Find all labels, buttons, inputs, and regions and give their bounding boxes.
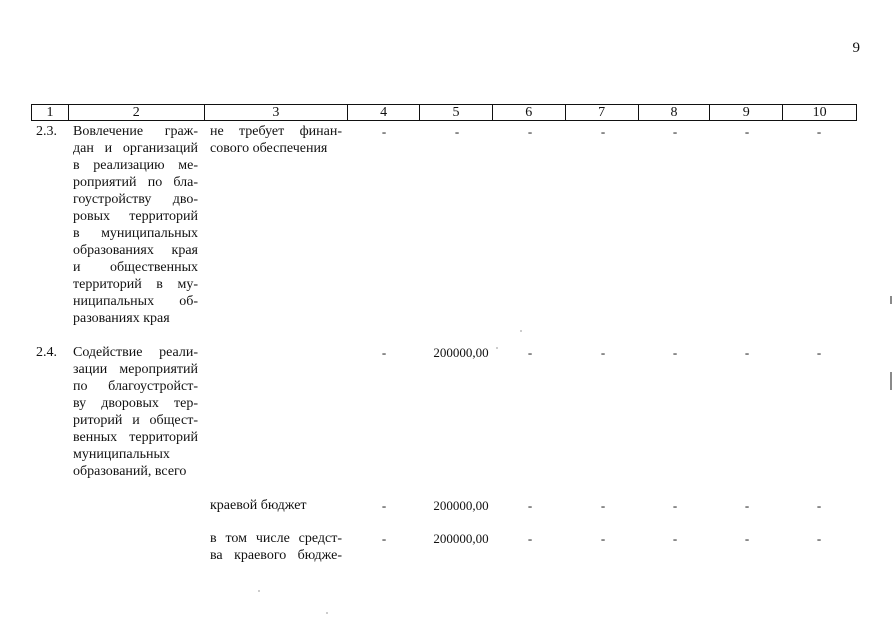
cell-col10: - [816,531,822,546]
row-name-cell [73,123,198,327]
scan-edge-mark [890,372,892,390]
cell-col6: - [527,124,533,139]
row-name-line: территорий в му- [73,277,198,292]
row-name-line: гоустройству дво- [73,192,198,207]
page-number: 9 [852,40,860,56]
row-source-line: не требует финан- [210,124,342,139]
row-name-line: роприятий по бла- [73,175,198,190]
scan-edge-mark [890,296,892,304]
row-name-line: разованиях края [73,311,170,326]
cell-col7: - [600,531,606,546]
row-name-line: риторий и общест- [73,413,198,428]
row-name-line: образований, всего [73,464,187,479]
cell-col7: - [600,498,606,513]
header-cell-2: 2 [69,105,205,120]
cell-col8: - [672,531,678,546]
cell-col8: - [672,345,678,360]
row-name-line: и общественных [73,260,198,275]
row-source-line: ва краевого бюдже- [210,548,342,563]
scan-speck [520,330,522,332]
header-cell-8: 8 [639,105,711,120]
row-name-line: ву дворовых тер- [73,396,198,411]
scan-speck [258,590,260,592]
header-cell-4: 4 [348,105,420,120]
row-name-line: по благоустройст- [73,379,198,394]
row-name-line: Вовлечение граж- [73,124,198,139]
row-name-line: Содействие реали- [73,345,198,360]
cell-col6: - [527,498,533,513]
cell-col5: 200000,00 [433,498,489,513]
scan-speck [326,612,328,614]
cell-col4: - [381,124,387,139]
cell-col4: - [381,498,387,513]
row-number: 2.3. [36,124,57,139]
row-source-line: краевой бюджет [210,498,307,513]
header-cell-3: 3 [205,105,349,120]
row-name-line: дан и организаций [73,141,198,156]
row-name-line: венных территорий [73,430,198,445]
cell-col10: - [816,345,822,360]
row-source-line: сового обеспечения [210,141,328,156]
cell-col5: - [454,124,460,139]
row-source-line: в том числе средст- [210,531,342,546]
table-header-row [31,104,857,121]
cell-col9: - [744,345,750,360]
cell-col9: - [744,124,750,139]
cell-col6: - [527,345,533,360]
cell-col8: - [672,124,678,139]
cell-col9: - [744,498,750,513]
header-cell-10: 10 [812,105,827,120]
row-name-line: муниципальных [73,447,170,462]
row-source-cell [210,123,342,157]
cell-col8: - [672,498,678,513]
row-number: 2.4. [36,345,57,360]
cell-col7: - [600,345,606,360]
header-cell-5: 5 [420,105,493,120]
cell-col10: - [816,498,822,513]
header-cell-6: 6 [493,105,566,120]
row-name-line: ниципальных об- [73,294,198,309]
row-source-cell [210,530,342,564]
header-cell-7: 7 [566,105,639,120]
header-cell-9: 9 [710,105,783,120]
row-name-line: ровых территорий [73,209,198,224]
cell-col6: - [527,531,533,546]
cell-col7: - [600,124,606,139]
cell-col5: 200000,00 [433,531,489,546]
row-source-cell [210,497,342,514]
scan-speck [496,347,498,349]
cell-col5: 200000,00 [433,345,489,360]
row-name-cell [73,344,198,480]
row-name-line: образованиях края [73,243,198,258]
cell-col9: - [744,531,750,546]
header-cell-1: 1 [32,105,69,120]
cell-col10: - [816,124,822,139]
row-name-line: в муниципальных [73,226,198,241]
row-name-line: в реализацию ме- [73,158,198,173]
cell-col4: - [381,531,387,546]
cell-col4: - [381,345,387,360]
row-name-line: зации мероприятий [73,362,198,377]
